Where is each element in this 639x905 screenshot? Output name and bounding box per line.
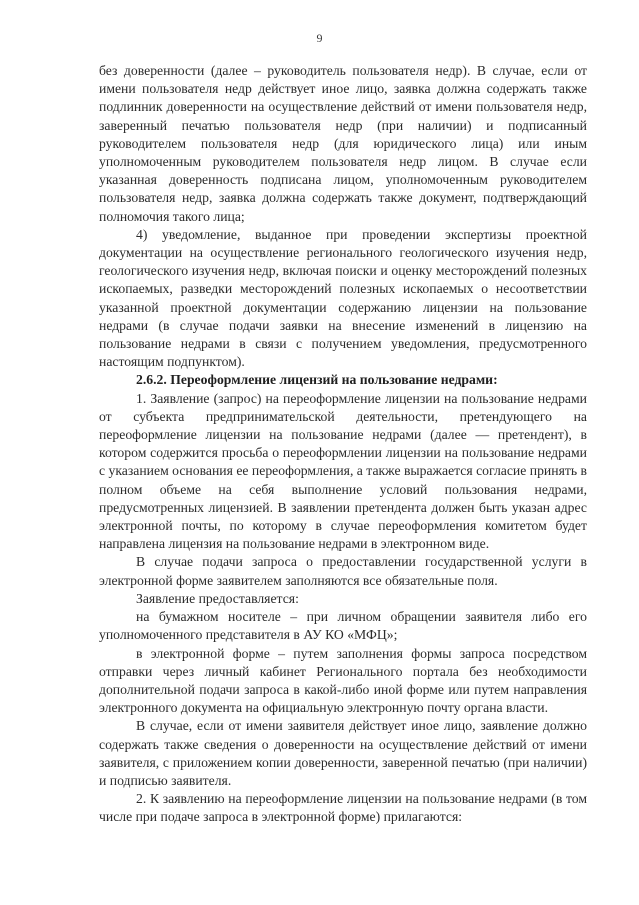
paragraph-item-1-application: 1. Заявление (запрос) на переоформление лицензии на пользование недрами от субъекта предпринимательской деятельности, претендующего на переоформление лицензии на пользование недрами (далее — претендент), в котором содержится просьба о переоформлении лицензии на пользование недрами с указанием основания ее переоформления, а также выражается согласие принять в полном объеме на себя выполнение условий пользования недрами, предусмотренных лицензией. В заявлении претендента должен быть указан адрес электронной почты, по которому в случае переоформления комитетом будет направлена лицензия на пользование недрами в электронном виде. (99, 390, 587, 552)
paragraph-authority-continuation: без доверенности (далее – руководитель пользователя недр). В случае, если от имени пользователя недр действует иное лицо, заявка должна содержать также подлинник доверенности на осуществление действий от имени пользователя недр, заверенный печатью пользователя недр (при наличии) и подписанный руководителем пользователя недр (для юридического лица) или иным уполномоченным руководителем пользователя недр лицом. В случае если указанная доверенность подписана лицом, уполномоченным руководителем пользователя недр, заявка должна содержать также документ, подтверждающий полномочия такого лица; (99, 63, 587, 224)
paragraph-representative: В случае, если от имени заявителя действует иное лицо, заявление должно содержать также сведения о доверенности на осуществление действий от имени заявителя, с приложением копии доверенности, заверенной печатью (при наличии) и подписью заявителя. (99, 718, 587, 788)
paragraph-item-2-attachments: 2. К заявлению на переоформление лицензии на пользование недрами (в том числе при подаче запроса в электронной форме) прилагаются: (99, 791, 587, 825)
paragraph-paper-form: на бумажном носителе – при личном обращении заявителя либо его уполномоченного представителя в АУ КО «МФЦ»; (99, 609, 587, 643)
document-body (99, 62, 587, 827)
paragraph-electronic-form: в электронной форме – путем заполнения формы запроса посредством отправки через личный кабинет Регионального портала без необходимости дополнительной подачи запроса в какой-либо иной форме или путем направления электронного документа на официальную электронную почту органа власти. (99, 645, 587, 716)
section-heading-2-6-2: 2.6.2. Переоформление лицензий на пользование недрами: (136, 372, 498, 388)
page-number: 9 (316, 31, 323, 45)
paragraph-application-provided: Заявление предоставляется: (136, 590, 299, 606)
paragraph-item-4-notification: 4) уведомление, выданное при проведении экспертизы проектной документации на осуществление регионального геологического изучения недр, геологического изучения недр, включая поиски и оценку месторождений полезных ископаемых, разведки месторождений полезных ископаемых о несоответствии указанной проектной документации содержанию лицензии на пользование недрами (в случае подачи заявки на внесение изменений в лицензию на пользование недрами в связи с получением уведомления, предусмотренного настоящим подпунктом). (99, 226, 587, 370)
paragraph-electronic-request: В случае подачи запроса о предоставлении государственной услуги в электронной форме заявителем заполняются все обязательные поля. (99, 554, 587, 588)
